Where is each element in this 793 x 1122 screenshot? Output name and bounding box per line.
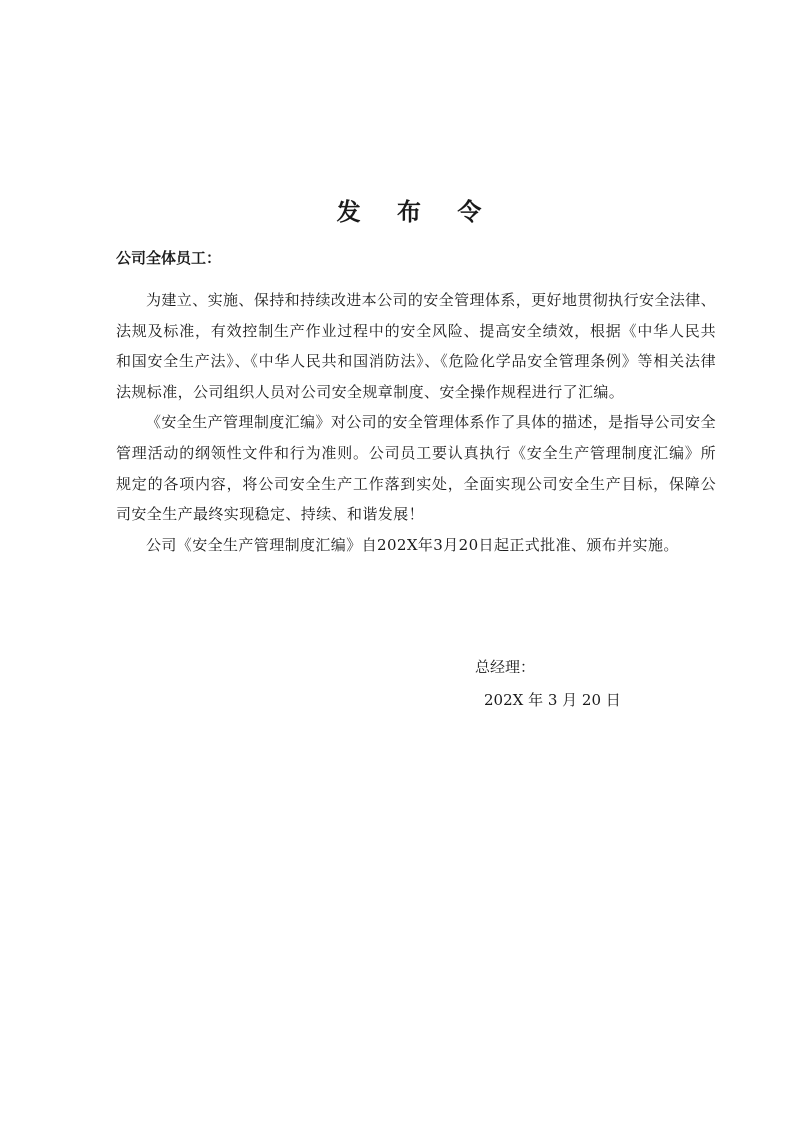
paragraph-3: 公司《安全生产管理制度汇编》自202X年3月20日起正式批准、颁布并实施。 [146, 535, 679, 554]
document-title: 发 布 令 [336, 197, 496, 226]
document-body [116, 285, 716, 560]
greeting: 公司全体员工： [116, 249, 222, 267]
paragraph-2: 《安全生产管理制度汇编》对公司的安全管理体系作了具体的描述，是指导公司安全管理活动的纲领性文件和行为准则。公司员工要认真执行《安全生产管理制度汇编》所规定的各项内容，将公司安全生产工作落到实处，全面实现公司安全生产目标，保障公司安全生产最终实现稳定、持续、和谐发展！ [116, 413, 716, 524]
paragraph-1: 为建立、实施、保持和持续改进本公司的安全管理体系，更好地贯彻执行安全法律、法规及标准，有效控制生产作业过程中的安全风险、提高安全绩效，根据《中华人民共和国安全生产法》、《中华人民共和国消防法》、《危险化学品安全管理条例》等相关法律法规标准，公司组织人员对公司安全规章制度、安全操作规程进行了汇编。 [116, 291, 716, 401]
signature-title: 总经理： [475, 658, 536, 676]
signature-date: 202X 年 3 月 20 日 [484, 691, 621, 709]
